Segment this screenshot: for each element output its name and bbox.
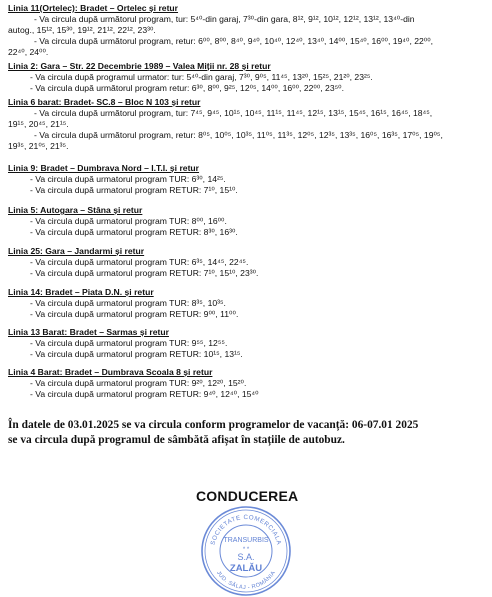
stamp-city-text: ZALĂU <box>229 563 263 574</box>
route-linia-6 <box>8 97 488 152</box>
route-title: Linia 14: Bradet – Piata D.N. și retur <box>8 287 154 297</box>
holiday-notice <box>8 418 486 448</box>
route-linia-5 <box>8 205 488 238</box>
signature-label: CONDUCEREA <box>196 488 299 504</box>
route-title: Linia 6 barat: Bradet- SC.8 – Bloc N 103 și retur <box>8 97 201 107</box>
schedule-row: autog., 15¹², 15³⁰, 19¹², 21¹², 22¹², 23³⁰. <box>8 25 156 35</box>
route-linia-2 <box>8 61 488 94</box>
schedule-row: - Va circula după urmatorul program TUR: 6³⁰, 14²⁵. <box>30 174 226 184</box>
stamp-top-text: SOCIETATE COMERCIALA <box>209 513 283 546</box>
schedule-row: - Va circula după urmatorul program RETUR: 7¹⁰, 15¹⁰, 23³⁰. <box>30 268 259 278</box>
schedule-row: - Va circula după urmatorul program RETUR: 10¹⁵, 13¹⁵. <box>30 349 243 359</box>
schedule-row: - Va circula după urmatorul program TUR: 8⁰⁰, 16⁰⁰. <box>30 216 227 226</box>
route-title: Linia 5: Autogara – Stâna și retur <box>8 205 143 215</box>
schedule-row: - Va circula după urmatorul program RETUR: 8³⁰, 16³⁰. <box>30 227 238 237</box>
route-title: Linia 11(Ortelec): Bradet – Ortelec și retur <box>8 3 179 13</box>
route-title: Linia 9: Bradet – Dumbrava Nord – I.T.I. și retur <box>8 163 200 173</box>
stamp-bottom-text: JUD. SĂLAJ - ROMÂNIA <box>215 570 277 592</box>
schedule-row: - Va circula după urmatorul program TUR: 9²⁰, 12²⁰, 15²⁰. <box>30 378 247 388</box>
schedule-row: - Va circula după urmatorul program TUR: 8³⁵, 10³⁵. <box>30 298 226 308</box>
schedule-row: 19³⁵, 21⁰⁵, 21³⁵. <box>8 141 69 151</box>
schedule-row: 19¹⁵, 20⁴⁵, 21¹⁵. <box>8 119 69 129</box>
route-title: Linia 25: Gara – Jandarmi și retur <box>8 246 145 256</box>
schedule-row: - Va circula după următorul program retur: 6³⁰, 8⁰⁰, 9²⁵, 12⁰⁵, 14⁰⁰, 16⁰⁰, 22⁰⁰, 23⁵⁰. <box>30 83 345 93</box>
schedule-row: - Va circula după urmatorul program TUR: 6³⁵, 14⁴⁵, 22⁴⁵. <box>30 257 249 267</box>
schedule-row: - Va circula după următorul program, retur: 8⁰⁵, 10⁰⁵, 10³⁵, 11⁰⁵, 11³⁵, 12⁰⁵, 12³⁵, 13³⁵, 16⁰⁵, 16³⁵, 17⁰⁵, 19⁰⁵, <box>34 130 443 140</box>
notice-line-1: În datele de 03.01.2025 se va circula conform programelor de vacanță: 06-07.01 2025 <box>8 419 419 431</box>
company-stamp-icon <box>200 505 292 597</box>
schedule-row: - Va circula după urmatorul program RETUR: 9⁰⁰, 11⁰⁰. <box>30 309 239 319</box>
svg-text:* *: * * <box>242 547 250 553</box>
schedule-row: - Va circula după programul urmator: tur: 5⁴⁰-din garaj, 7³⁰, 9⁰⁵, 11⁴⁵, 13²⁰, 15²⁵, 21²⁰, 23²⁵. <box>30 72 373 82</box>
route-linia-4 <box>8 367 488 400</box>
stamp-sa-text: S.A. <box>237 552 255 562</box>
notice-line-2: se va circula după programul de sâmbătă afișat în stațiile de autobuz. <box>8 434 345 446</box>
schedule-row: - Va circula după urmatorul program RETUR: 7¹⁰, 15¹⁰. <box>30 185 238 195</box>
schedule-row: - Va circula după următorul program, tur: 5⁴⁰-din garaj, 7³⁰-din gara, 8¹², 9¹², 10¹², 12¹², 13¹², 13⁴⁰-din <box>34 14 415 24</box>
schedule-row: - Va circula după urmatorul program TUR: 9⁵⁵, 12⁵⁵. <box>30 338 228 348</box>
stamp-name-text: TRANSURBIS <box>223 537 269 544</box>
schedule-row: - Va circula după următorul program, retur: 6⁰⁰, 8⁰⁰, 8⁴⁰, 9⁴⁰, 10⁴⁰, 12⁴⁰, 13⁴⁰, 14⁰⁰, 15⁴⁰, 16⁰⁰, 19⁴⁰, 22⁰⁰, <box>34 36 434 46</box>
schedule-row: - Va circula după următorul program, tur: 7⁴⁵, 9⁴⁵, 10¹⁵, 10⁴⁵, 11¹⁵, 11⁴⁵, 12¹⁵, 13¹⁵, 15⁴⁵, 16¹⁵, 16⁴⁵, 18⁴⁵, <box>34 108 433 118</box>
schedule-row: 22⁴⁰, 24⁰⁰. <box>8 47 49 57</box>
route-linia-9 <box>8 163 488 196</box>
route-linia-11 <box>8 3 488 58</box>
route-linia-14 <box>8 287 488 320</box>
schedule-row: - Va circula după urmatorul program RETUR: 9⁴⁰, 12⁴⁰, 15⁴⁰ <box>30 389 259 399</box>
route-title: Linia 4 Barat: Bradet – Dumbrava Scoala 8 și retur <box>8 367 213 377</box>
route-title: Linia 2: Gara – Str. 22 Decembrie 1989 – Valea Miții nr. 28 și retur <box>8 61 271 71</box>
route-linia-13 <box>8 327 488 360</box>
route-linia-25 <box>8 246 488 279</box>
route-title: Linia 13 Barat: Bradet – Sarmas și retur <box>8 327 169 337</box>
